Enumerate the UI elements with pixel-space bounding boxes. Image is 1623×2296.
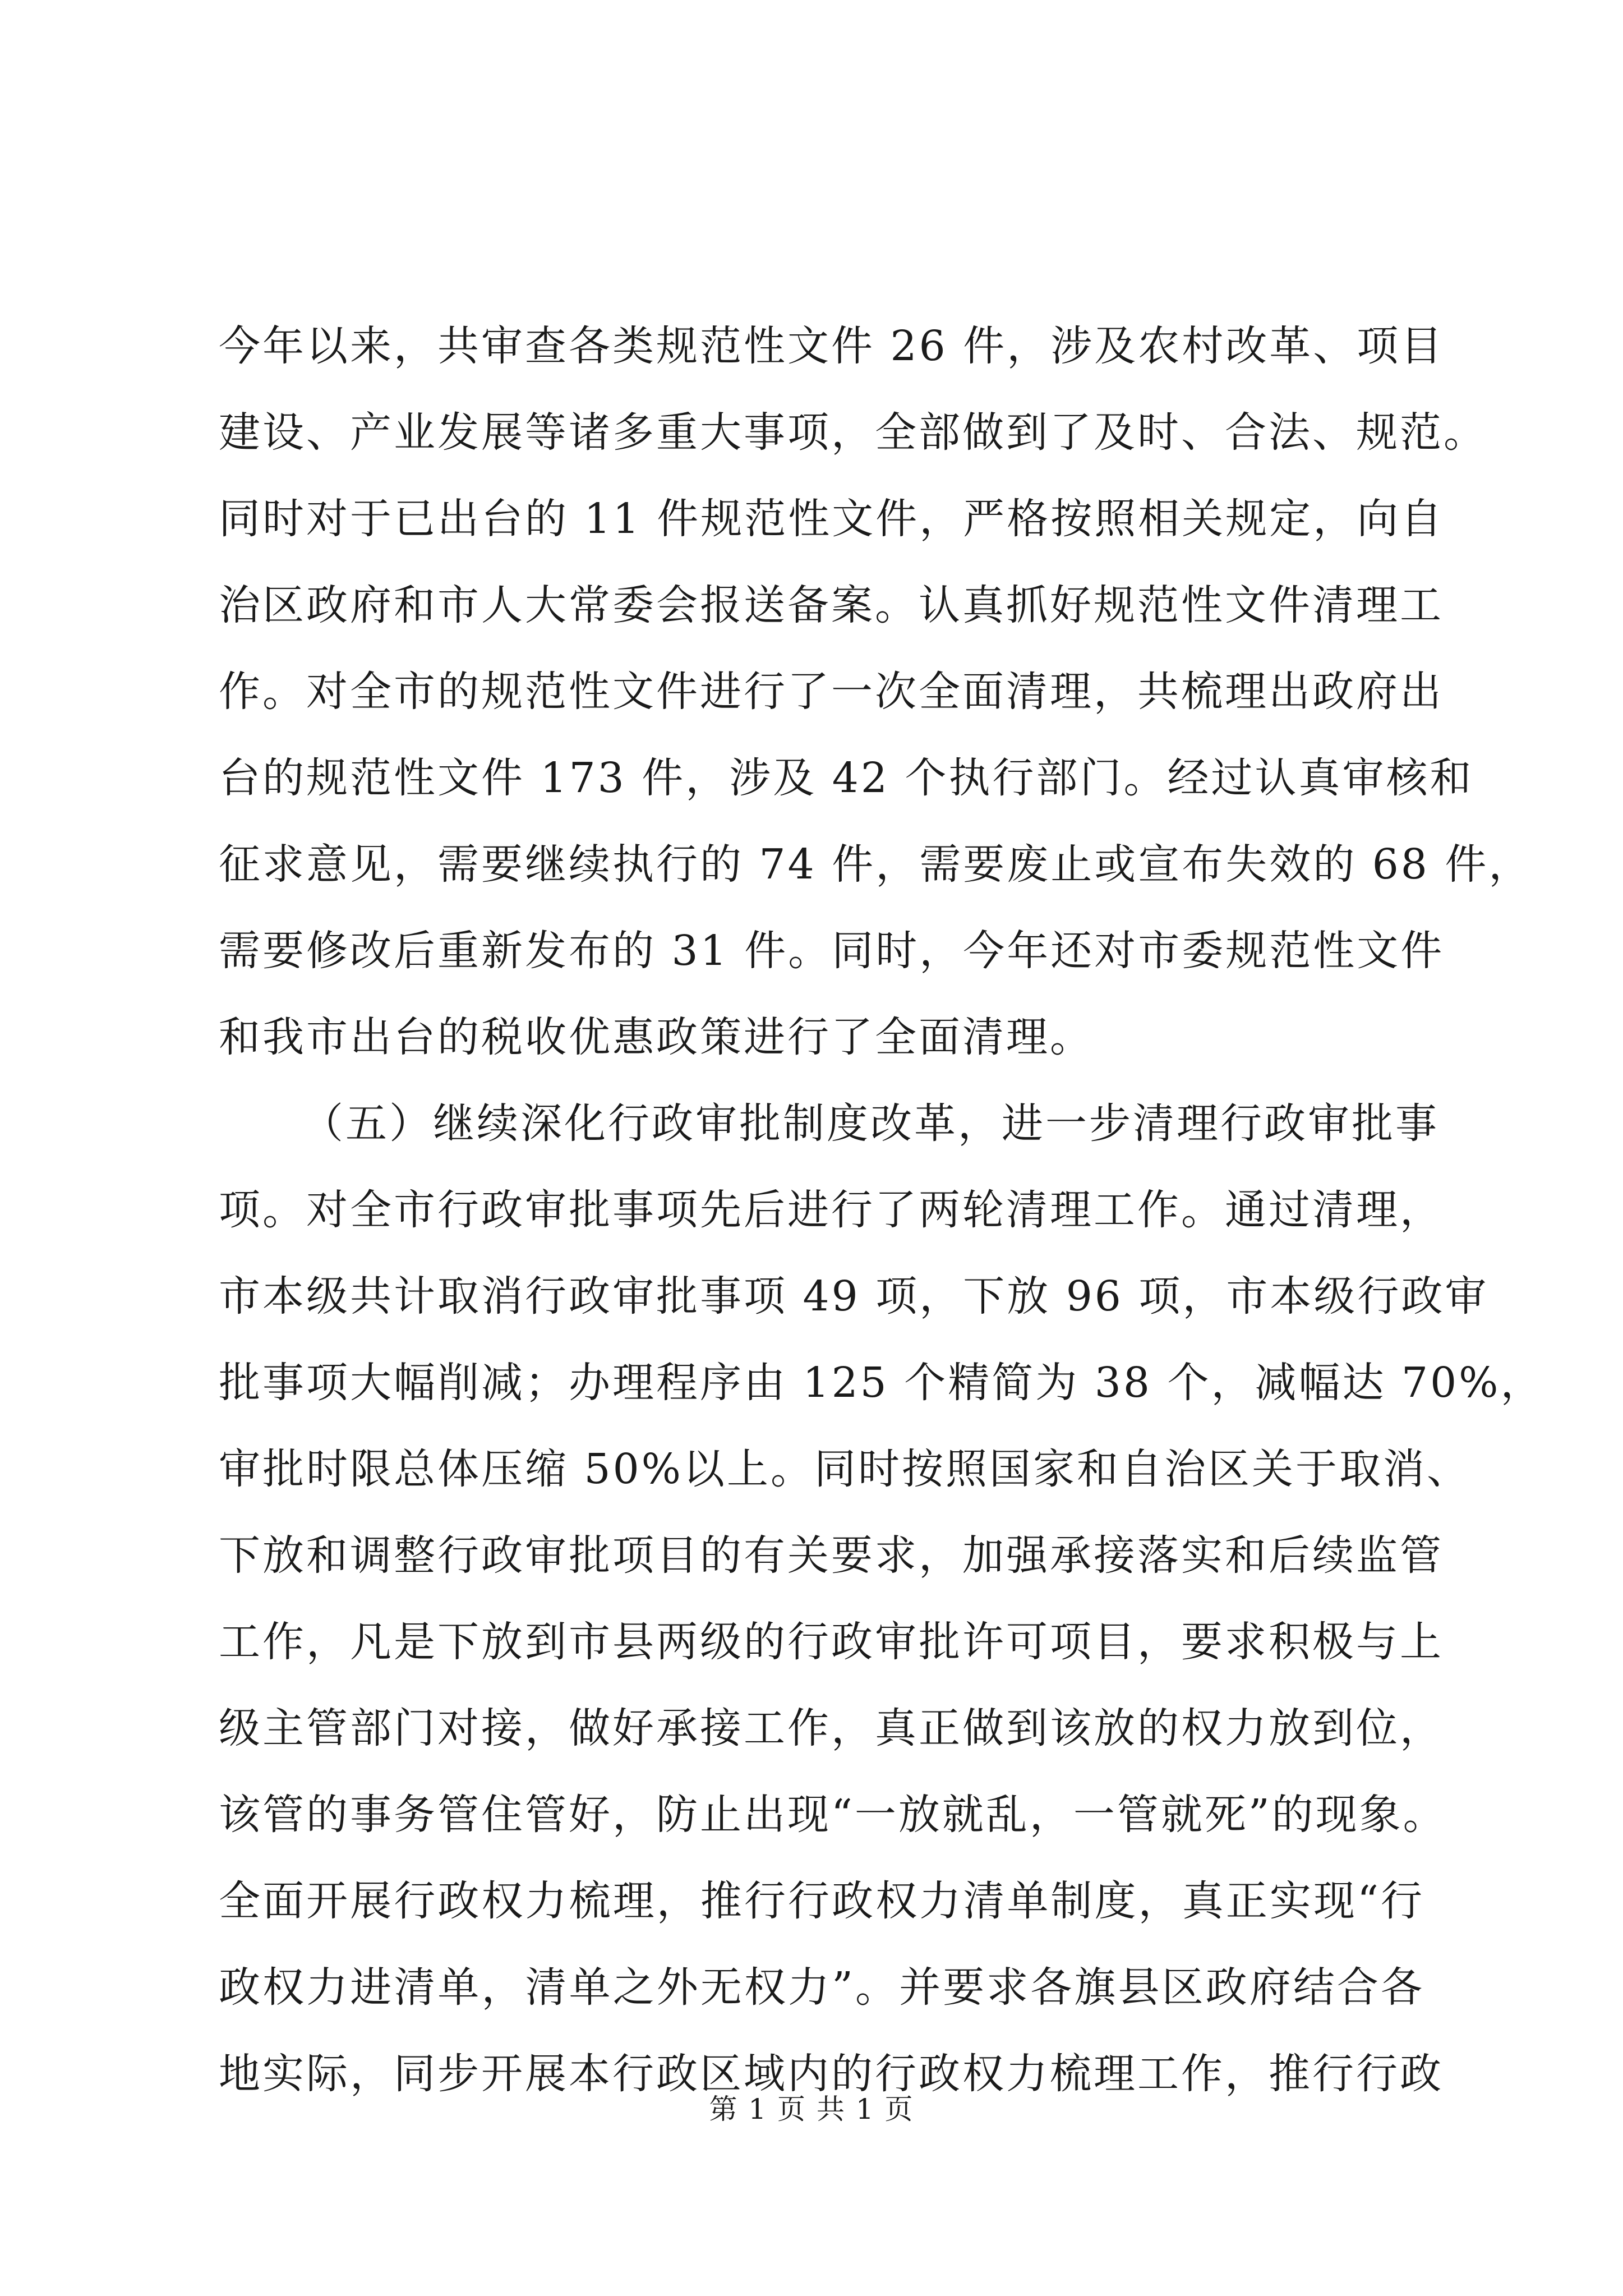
paragraph-line: 作。对全市的规范性文件进行了一次全面清理，共梳理出政府出 (219, 668, 1444, 716)
paragraph-line: 征求意见，需要继续执行的 74 件，需要废止或宣布失效的 68 件， (219, 840, 1533, 889)
paragraph-line: 市本级共计取消行政审批事项 49 项，下放 96 项，市本级行政审 (219, 1272, 1489, 1320)
paragraph-line: 工作，凡是下放到市县两级的行政审批许可项目，要求积极与上 (219, 1618, 1444, 1666)
paragraph-line: 和我市出台的税收优惠政策进行了全面清理。 (219, 1013, 1094, 1061)
paragraph-line: 政权力进清单，清单之外无权力”。并要求各旗县区政府结合各 (219, 1963, 1424, 2012)
document-body (219, 303, 1544, 2117)
page-footer: 第 1 页 共 1 页 (709, 2093, 914, 2125)
paragraph-line: 审批时限总体压缩 50%以上。同时按照国家和自治区关于取消、 (219, 1445, 1470, 1493)
paragraph-line: 下放和调整行政审批项目的有关要求，加强承接落实和后续监管 (219, 1531, 1444, 1580)
paragraph-line: 建设、产业发展等诸多重大事项，全部做到了及时、合法、规范。 (219, 408, 1487, 457)
paragraph-line: 该管的事务管住管好，防止出现“一放就乱，一管就死”的现象。 (219, 1791, 1447, 1839)
paragraph-line: 今年以来，共审查各类规范性文件 26 件，涉及农村改革、项目 (219, 322, 1445, 370)
paragraph-line: 同时对于已出台的 11 件规范性文件，严格按照相关规定，向自 (219, 495, 1445, 543)
paragraph-line: 需要修改后重新发布的 31 件。同时，今年还对市委规范性文件 (219, 927, 1445, 975)
paragraph-line: 全面开展行政权力梳理，推行行政权力清单制度，真正实现“行 (219, 1877, 1424, 1925)
paragraph-line: 批事项大幅削减；办理程序由 125 个精简为 38 个，减幅达 70%， (219, 1359, 1544, 1407)
paragraph-line: 地实际，同步开展本行政区域内的行政权力梳理工作，推行行政 (219, 2050, 1444, 2098)
paragraph-line: 治区政府和市人大常委会报送备案。认真抓好规范性文件清理工 (219, 581, 1444, 629)
paragraph-line: 台的规范性文件 173 件，涉及 42 个执行部门。经过认真审核和 (219, 754, 1474, 802)
paragraph-line: （五）继续深化行政审批制度改革，进一步清理行政审批事 (302, 1099, 1439, 1148)
paragraph-line: 级主管部门对接，做好承接工作，真正做到该放的权力放到位， (219, 1704, 1444, 1752)
paragraph-line: 项。对全市行政审批事项先后进行了两轮清理工作。通过清理， (219, 1186, 1444, 1234)
